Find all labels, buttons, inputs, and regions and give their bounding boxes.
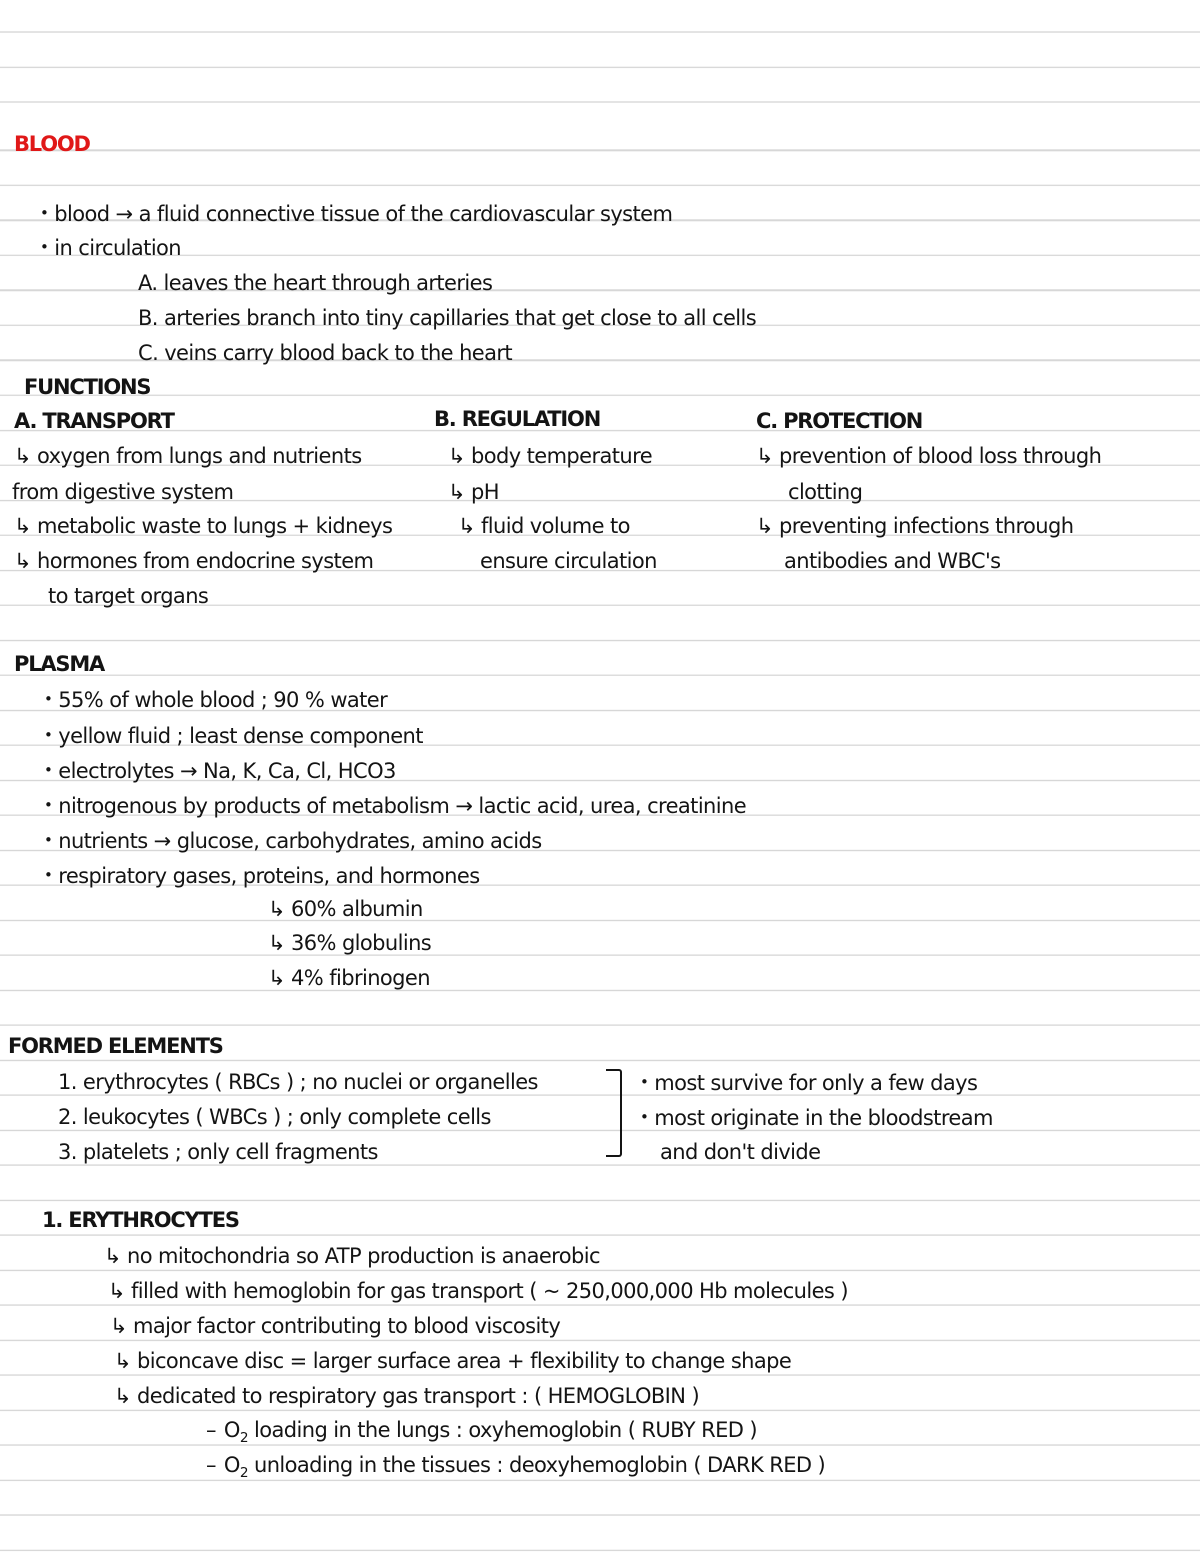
formed-elements-heading: FORMED ELEMENTS — [8, 1034, 223, 1058]
formed-note-2: • most originate in the bloodstream — [640, 1104, 993, 1131]
circulation-step-b: B. arteries branch into tiny capillaries that get close to all cells — [138, 306, 757, 330]
transport-line-1: ↳ oxygen from lungs and nutrients — [14, 443, 362, 469]
transport-heading: A. TRANSPORT — [14, 409, 174, 433]
o2-loading-line — [206, 1417, 757, 1447]
erythrocytes-line-4: ↳ biconcave disc = larger surface area + flexibility to change shape — [114, 1348, 791, 1374]
erythrocytes-heading: 1. ERYTHROCYTES — [42, 1208, 239, 1232]
protein-globulins: ↳ 36% globulins — [268, 930, 431, 956]
grouping-bracket — [606, 1069, 622, 1157]
plasma-bullet-5: • nutrients → glucose, carbohydrates, amino acids — [44, 827, 542, 854]
formed-item-1: 1. erythrocytes ( RBCs ) ; no nuclei or organelles — [58, 1070, 538, 1094]
o2-loading-o: O — [223, 1418, 240, 1442]
plasma-bullet-2: • yellow fluid ; least dense component — [44, 722, 423, 749]
intro-bullet-blood: • blood → a fluid connective tissue of the cardiovascular system — [40, 200, 672, 227]
regulation-line-4: ensure circulation — [480, 549, 657, 573]
o2-unloading-text: unloading in the tissues : deoxyhemoglobin ( DARK RED ) — [247, 1453, 826, 1477]
protein-albumin: ↳ 60% albumin — [268, 896, 423, 922]
regulation-line-1: ↳ body temperature — [448, 443, 652, 469]
functions-heading: FUNCTIONS — [24, 375, 151, 399]
o2-unloading-sub: 2 — [239, 1465, 248, 1482]
plasma-bullet-1: • 55% of whole blood ; 90 % water — [44, 686, 387, 713]
protection-line-4: antibodies and WBC's — [784, 549, 1001, 573]
page-title: BLOOD — [14, 132, 90, 156]
regulation-heading: B. REGULATION — [434, 407, 601, 431]
transport-line-2: from digestive system — [12, 480, 234, 504]
protection-line-1: ↳ prevention of blood loss through — [756, 443, 1101, 469]
regulation-line-2: ↳ pH — [448, 479, 499, 505]
regulation-line-3: ↳ fluid volume to — [458, 513, 630, 539]
erythrocytes-line-2: ↳ filled with hemoglobin for gas transport ( ~ 250,000,000 Hb molecules ) — [108, 1278, 848, 1304]
protein-fibrinogen: ↳ 4% fibrinogen — [268, 965, 430, 991]
plasma-bullet-6: • respiratory gases, proteins, and hormones — [44, 862, 480, 889]
transport-line-3: ↳ metabolic waste to lungs + kidneys — [14, 513, 392, 539]
circulation-step-c: C. veins carry blood back to the heart — [138, 341, 513, 365]
intro-bullet-circulation: • in circulation — [40, 234, 181, 261]
transport-line-4: ↳ hormones from endocrine system — [14, 548, 373, 574]
transport-line-5: to target organs — [48, 584, 209, 608]
o2-loading-sub: 2 — [239, 1430, 248, 1447]
erythrocytes-line-1: ↳ no mitochondria so ATP production is anaerobic — [104, 1243, 600, 1269]
erythrocytes-line-3: ↳ major factor contributing to blood viscosity — [110, 1313, 560, 1339]
o2-loading-text: loading in the lungs : oxyhemoglobin ( RUBY RED ) — [247, 1418, 757, 1442]
plasma-bullet-4: • nitrogenous by products of metabolism → lactic acid, urea, creatinine — [44, 792, 746, 819]
formed-note-1: • most survive for only a few days — [640, 1069, 977, 1096]
circulation-step-a: A. leaves the heart through arteries — [138, 271, 493, 295]
plasma-bullet-3: • electrolytes → Na, K, Ca, Cl, HCO3 — [44, 757, 396, 784]
formed-note-3: and don't divide — [660, 1140, 821, 1164]
o2-unloading-line — [206, 1452, 826, 1482]
formed-item-2: 2. leukocytes ( WBCs ) ; only complete cells — [58, 1105, 491, 1129]
o2-unloading-o: O — [223, 1453, 240, 1477]
protection-heading: C. PROTECTION — [756, 409, 923, 433]
plasma-heading: PLASMA — [14, 652, 105, 676]
erythrocytes-line-5: ↳ dedicated to respiratory gas transport : ( HEMOGLOBIN ) — [114, 1383, 699, 1409]
protection-line-3: ↳ preventing infections through — [756, 513, 1073, 539]
protection-line-2: clotting — [788, 480, 863, 504]
formed-item-3: 3. platelets ; only cell fragments — [58, 1140, 378, 1164]
